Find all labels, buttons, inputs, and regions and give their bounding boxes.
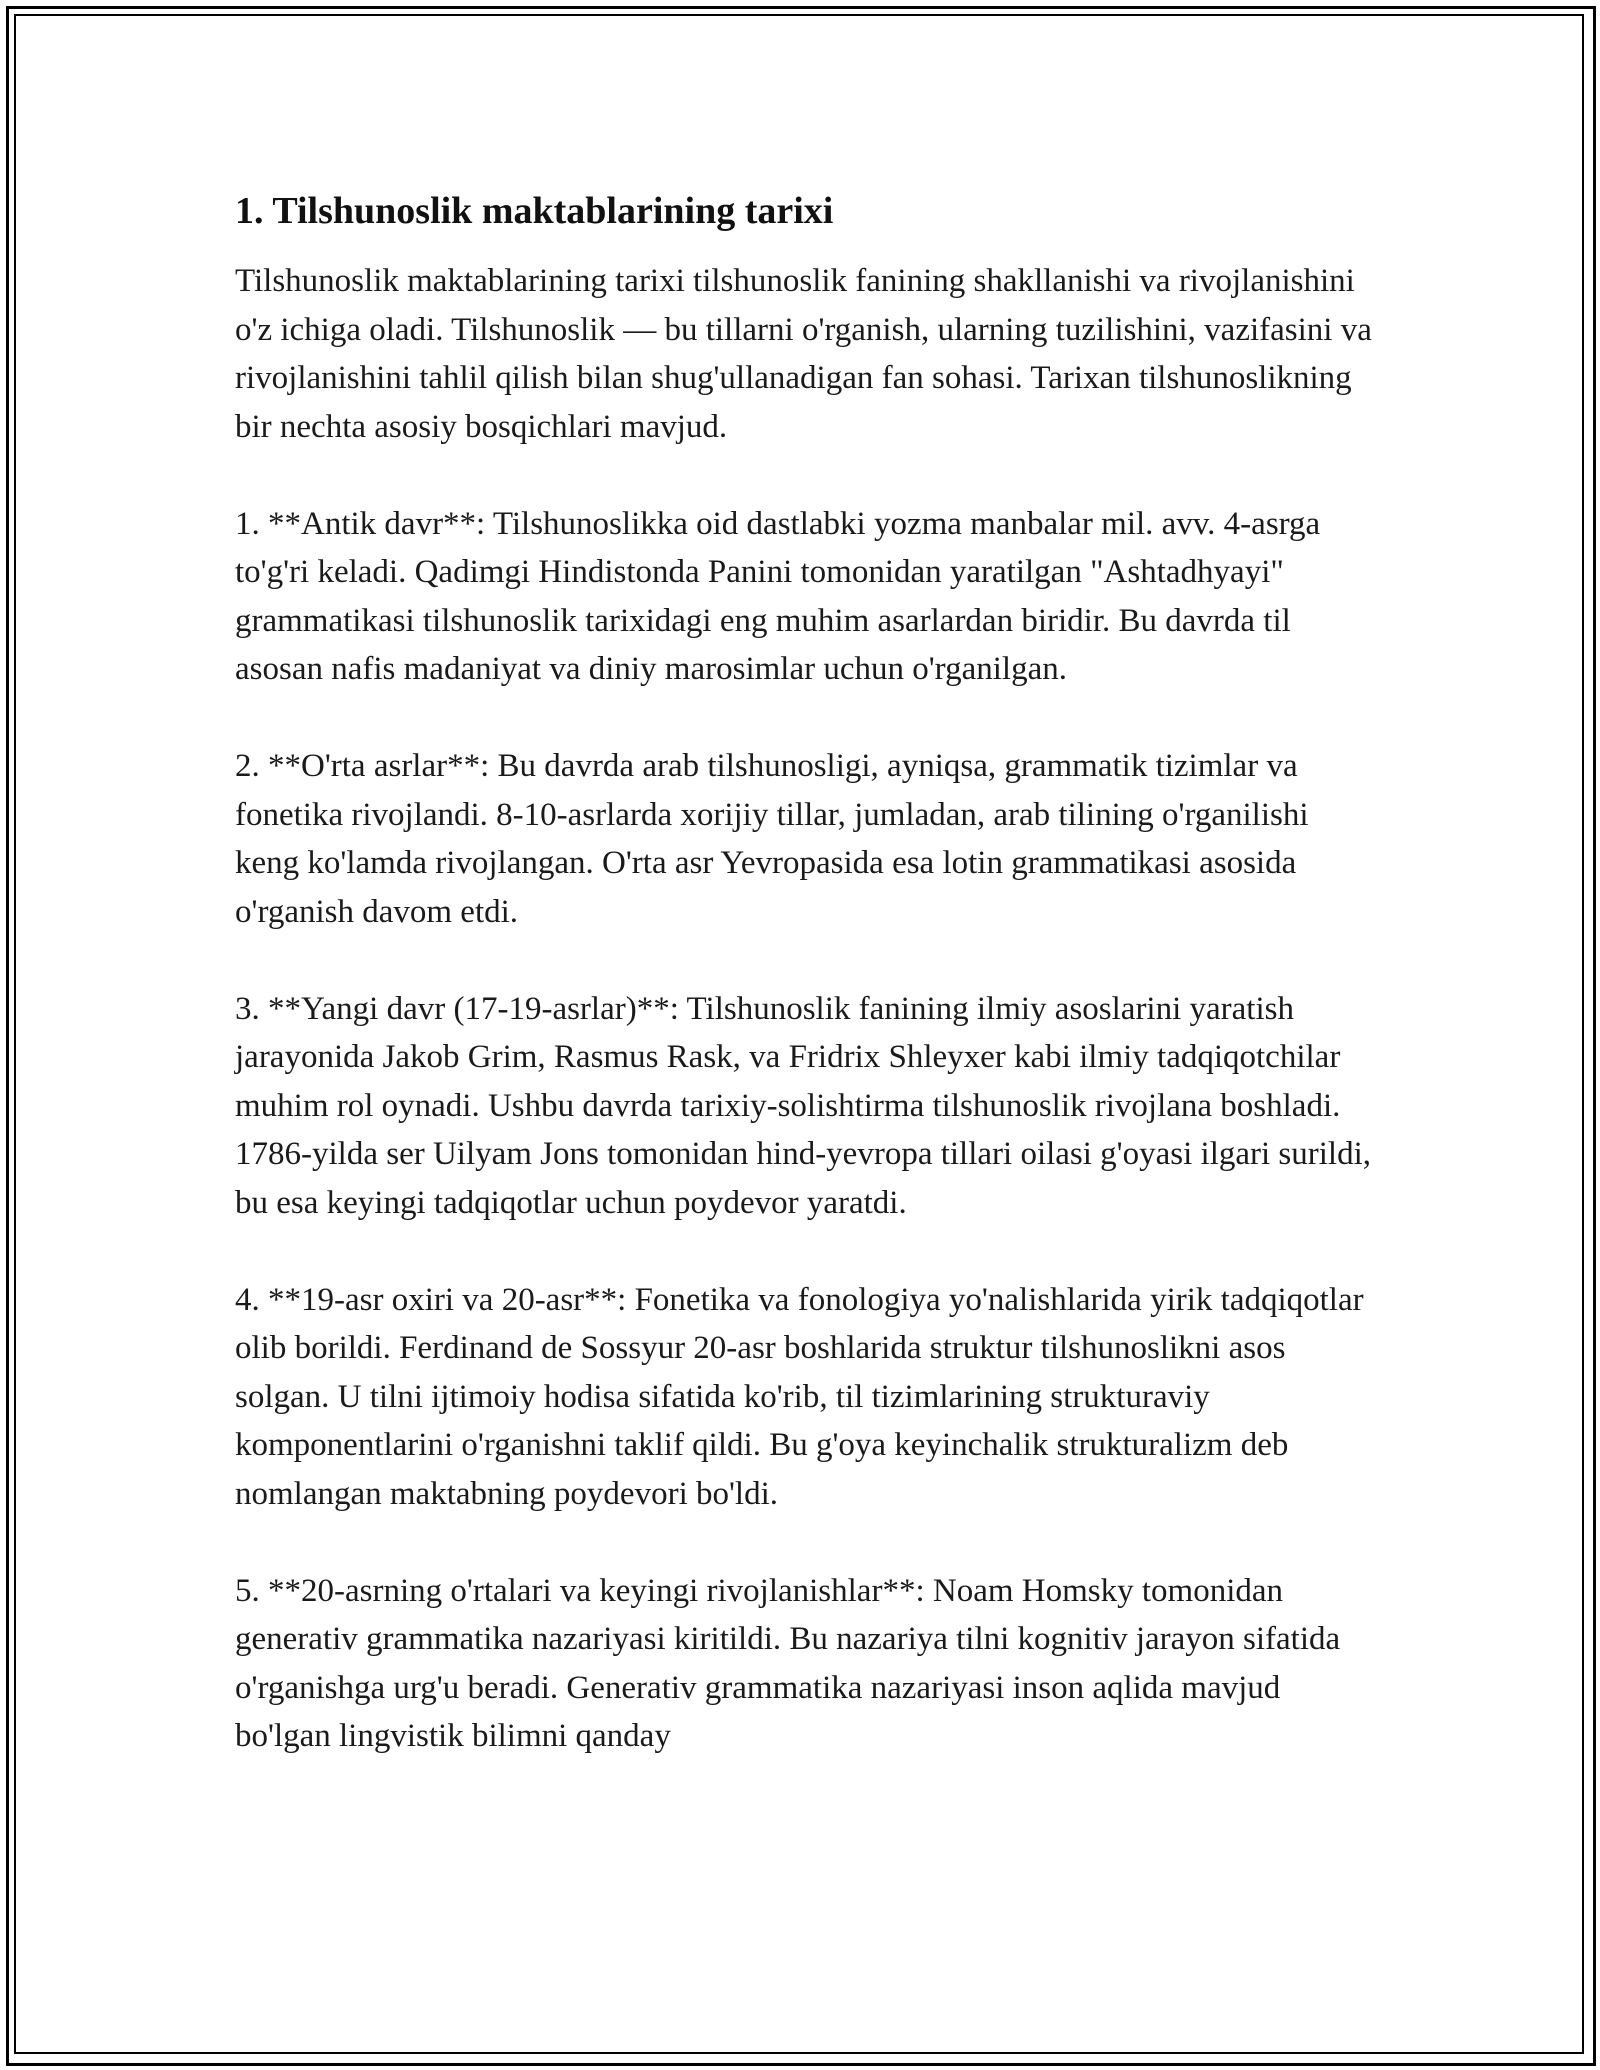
list-item-orta-asrlar: 2. **O'rta asrlar**: Bu davrda arab tilshunosligi, ayniqsa, grammatik tizimlar va fonetika rivojlandi. 8-10-asrlarda xorijiy tillar, jumladan, arab tilining o'rganilishi keng ko'lamda rivojlangan. O'rta asr Yevropasida esa lotin grammatikasi asosida o'rganish davom etdi. xyxy=(235,748,1309,930)
list-item-yangi-davr: 3. **Yangi davr (17-19-asrlar)**: Tilshunoslik fanining ilmiy asoslarini yaratish jarayonida Jakob Grim, Rasmus Rask, va Fridrix Shleyxer kabi ilmiy tadqiqotchilar muhim rol oynadi. Ushbu davrda tarixiy-solishtirma tilshunoslik rivojlana boshladi. 1786-yilda ser Uilyam Jons tomonidan hind-yevropa tillari oilasi g'oyasi ilgari surildi, bu esa keyingi tadqiqotlar uchun poydevor yaratdi. xyxy=(235,990,1372,1221)
document-body xyxy=(235,187,1375,1809)
list-item-20-asr-ortalari: 5. **20-asrning o'rtalari va keyingi rivojlanishlar**: Noam Homsky tomonidan generativ grammatika nazariyasi kiritildi. Bu nazariya tilni kognitiv jarayon sifatida o'rganishga urg'u beradi. Generativ grammatika nazariyasi inson aqlida mavjud bo'lgan lingvistik bilimni qanday xyxy=(235,1572,1341,1754)
list-item-19-20-asr: 4. **19-asr oxiri va 20-asr**: Fonetika va fonologiya yo'nalishlarida yirik tadqiqotlar olib borildi. Ferdinand de Sossyur 20-asr boshlarida struktur tilshunoslikni asos solgan. U tilni ijtimoiy hodisa sifatida ko'rib, til tizimlarining strukturaviy komponentlarini o'rganishni taklif qildi. Bu g'oya keyinchalik strukturalizm deb nomlangan maktabning poydevori bo'ldi. xyxy=(235,1281,1364,1512)
intro-paragraph: Tilshunoslik maktablarining tarixi tilshunoslik fanining shakllanishi va rivojlanishini o'z ichiga oladi. Tilshunoslik — bu tillarni o'rganish, ularning tuzilishini, vazifasini va rivojlanishini tahlil qilish bilan shug'ullanadigan fan sohasi. Tarixan tilshunoslikning bir nechta asosiy bosqichlari mavjud. xyxy=(235,263,1372,445)
list-item-antik-davr: 1. **Antik davr**: Tilshunoslikka oid dastlabki yozma manbalar mil. avv. 4-asrga to'g'ri keladi. Qadimgi Hindistonda Panini tomonidan yaratilgan "Ashtadhyayi" grammatikasi tilshunoslik tarixidagi eng muhim asarlardan biridir. Bu davrda til asosan nafis madaniyat va diniy marosimlar uchun o'rganilgan. xyxy=(235,505,1321,687)
section-heading: 1. Tilshunoslik maktablarining tarixi xyxy=(235,190,834,232)
